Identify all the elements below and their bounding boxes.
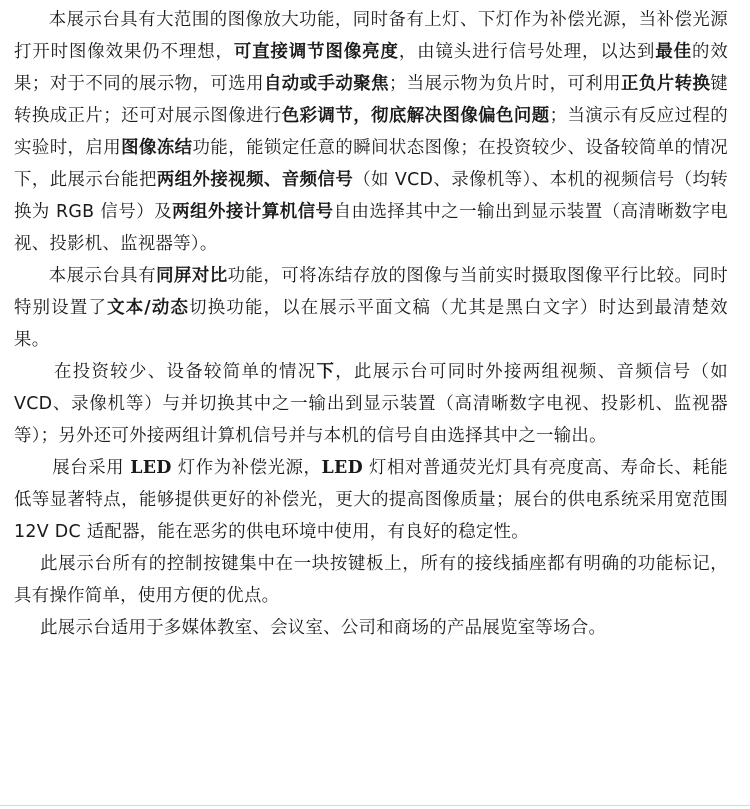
text-run: 的效果；对于不同的展示物，可选用 — [14, 42, 729, 94]
bold-text-run: 自动或手动聚焦 — [263, 74, 389, 94]
bold-text-run: 正负片转换 — [621, 74, 711, 94]
text-run: 功能，可将冻结存放的图像与当前实时摄取图像平行比较。同时特别设置了 — [14, 266, 728, 318]
bold-text-run: 两组外接视频、音频信号 — [156, 170, 354, 190]
bold-text-run: 下 — [316, 362, 336, 382]
text-run: 灯作为补偿光源， — [171, 458, 322, 478]
paragraph-compare — [14, 260, 728, 356]
bold-text-run: LED — [130, 458, 172, 478]
bold-text-run: 色彩调节，彻底解决图像偏色问题 — [281, 106, 550, 126]
text-run: 此展示台适用于多媒体教室、会议室、公司和商场的产品展览室等场合。 — [40, 618, 607, 638]
text-run: ；当演示有反应过程的实验时，启用 — [14, 106, 728, 158]
text-run: 本展示台具有大范围的图像放大功能，同时备有上灯、下灯作为补偿光源，当补偿光源打开时图像效果仍不理想， — [14, 10, 728, 62]
bold-text-run: 文本/动态 — [107, 298, 190, 318]
bold-text-run: 图像冻结 — [121, 138, 193, 158]
bold-text-run: LED — [321, 458, 363, 478]
text-run: 切换功能，以在展示平面文稿（尤其是黑白文字）时达到最清楚效果。 — [14, 298, 728, 350]
text-run: ；当展示物为负片时，可利用 — [388, 74, 622, 94]
text-run: ，由镜头进行信号处理，以达到 — [398, 42, 656, 62]
text-run: 键转换成正片；还可对展示图像进行 — [14, 74, 728, 126]
text-run: 功能，能锁定任意的瞬间状态图像；在投资较少、设备较简单的情况下，此展示台能把 — [14, 138, 728, 190]
text-run: 自由选择其中之一输出到显示装置（高清晰数字电视、投影机、监视器等）。 — [14, 202, 728, 254]
text-run: ，此展示台可同时外接两组视频、音频信号（如 VCD、录像机等）与并切换其中之一输出到显示装置（高清晰数字电视、投影机、监视器等）；另外还可外接两组计算机信号并与本机的信号自由选择其中之一输出。 — [14, 362, 728, 446]
text-run: 本展示台具有 — [48, 266, 157, 286]
text-run: 在投资较少、设备较简单的情况 — [54, 362, 317, 382]
text-run: 展台采用 — [52, 458, 131, 478]
bold-text-run: 最佳 — [655, 42, 692, 62]
paragraph-usage — [14, 612, 728, 644]
bold-text-run: 可直接调节图像亮度 — [233, 42, 399, 62]
text-run: 此展示台所有的控制按键集中在一块按键板上，所有的接线插座都有明确的功能标记，具有操作简单，使用方便的优点。 — [14, 554, 728, 606]
paragraph-controls — [14, 548, 728, 612]
bold-text-run: 两组外接计算机信号 — [172, 202, 334, 222]
page-bottom-edge — [0, 805, 750, 806]
paragraph-features — [14, 4, 728, 260]
bold-text-run: 同屏对比 — [156, 266, 228, 286]
text-run: （如 VCD、录像机等）、本机的视频信号（均转换为 RGB 信号）及 — [14, 170, 728, 222]
paragraph-inputs — [14, 356, 728, 452]
paragraph-led-light — [14, 452, 728, 548]
text-run: 灯相对普通荧光灯具有亮度高、寿命长、耗能低等显著特点，能够提供更好的补偿光，更大的提高图像质量；展台的供电系统采用宽范围 12V DC 适配器，能在恶劣的供电环境中使用，有良好的稳定性。 — [14, 458, 728, 542]
